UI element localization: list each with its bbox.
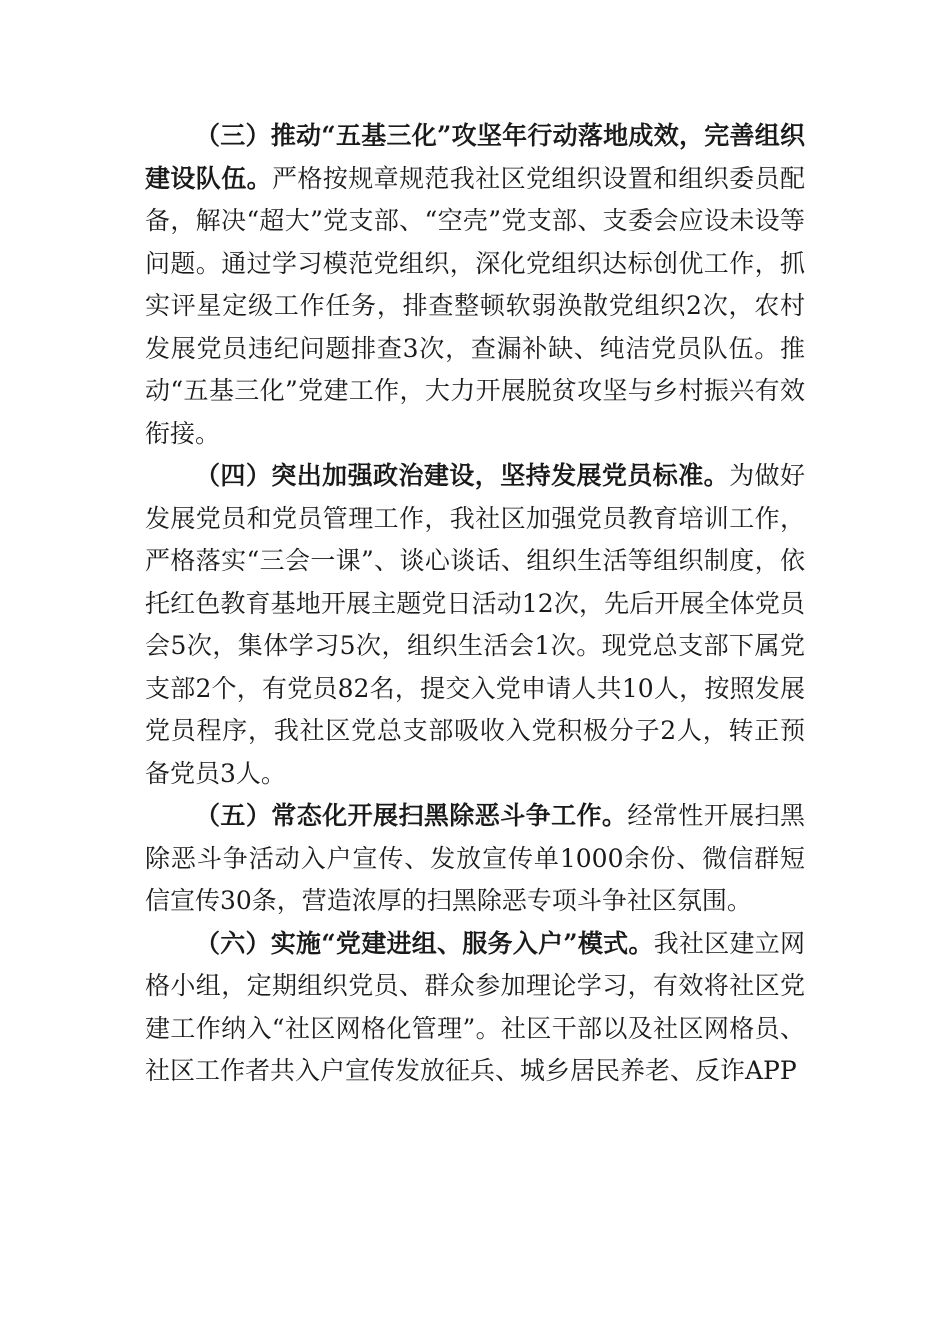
paragraph-text: 严格按规章规范我社区党组织设置和组织委员配备，解决“超大”党支部、“空壳”党支部、支委会应设未设等问题。通过学习模范党组织，深化党组织达标创优工作，抓实评星定级工作任务，排查整顿软弱涣散党组织2次，农村发展党员违纪问题排查3次，查漏补缺、纯洁党员队伍。推动“五基三化”党建工作，大力开展脱贫攻坚与乡村振兴有效衔接。 xyxy=(145,163,805,448)
paragraph-heading: （五）常态化开展扫黑除恶斗争工作。 xyxy=(195,801,628,830)
document-body xyxy=(145,115,805,1093)
paragraph-6 xyxy=(145,923,805,1093)
paragraph-text: 经常性开展扫黑除恶斗争活动入户宣传、发放宣传单1000余份、微信群短信宣传30条，营造浓厚的扫黑除恶专项斗争社区氛围。 xyxy=(145,801,805,915)
paragraph-4 xyxy=(145,455,805,795)
paragraph-heading: （四）突出加强政治建设，坚持发展党员标准。 xyxy=(195,461,730,490)
paragraph-3 xyxy=(145,115,805,455)
paragraph-5 xyxy=(145,795,805,923)
paragraph-text: 为做好发展党员和党员管理工作，我社区加强党员教育培训工作，严格落实“三会一课”、谈心谈话、组织生活等组织制度，依托红色教育基地开展主题党日活动12次，先后开展全体党员会5次，集体学习5次，组织生活会1次。现党总支部下属党支部2个，有党员82名，提交入党申请人共10人，按照发展党员程序，我社区党总支部吸收入党积极分子2人，转正预备党员3人。 xyxy=(145,461,805,788)
paragraph-heading: （三）推动“五基三化”攻坚年行动落地成效，完善组织建设队伍。 xyxy=(145,121,805,193)
paragraph-heading: （六）实施“党建进组、服务入户”模式。 xyxy=(195,928,654,958)
paragraph-text: 我社区建立网格小组，定期组织党员、群众参加理论学习，有效将社区党建工作纳入“社区网格化管理”。社区干部以及社区网格员、社区工作者共入户宣传发放征兵、城乡居民养老、反诈APP xyxy=(145,928,805,1085)
